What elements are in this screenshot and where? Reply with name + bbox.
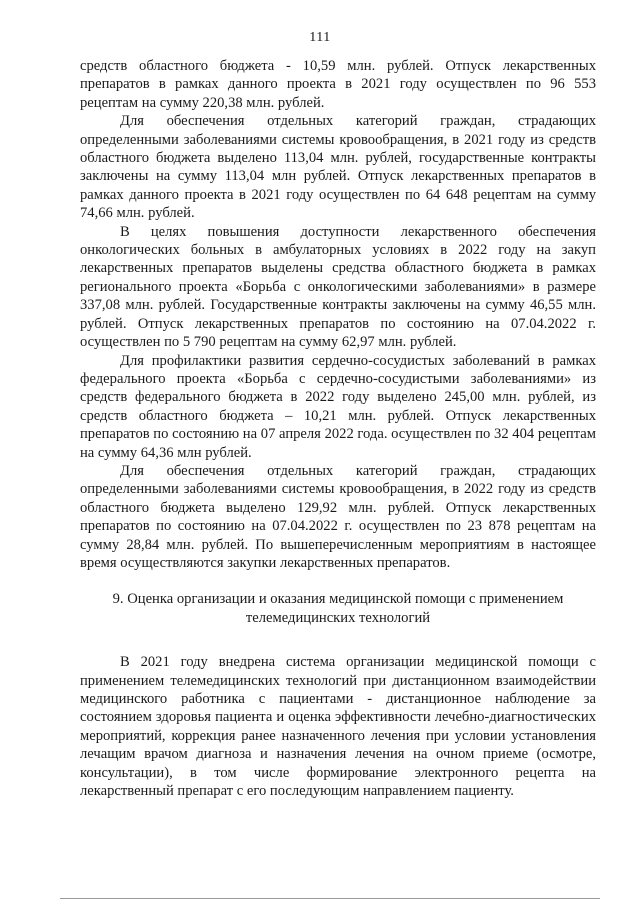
paragraph-telemedicine: В 2021 году внедрена система организации медицинской помощи с применением телемедицинских технологий при дистанционном взаимодействии медицинского работника с пациентами - дистанционное наблюдение за состоянием здоровья пациента и оценка эффективности лечебно-диагностических мероприятий, коррекция ранее назначенного лечения при условии установления лечащим врачом диагноза и назначения лечения на очном приеме (осмотре, консультации), в том числе формирование электронного рецепта на лекарственный препарат с его последующим направлением пациенту. — [80, 654, 596, 800]
paragraph-circulatory-2021: Для обеспечения отдельных категорий граждан, страдающих определенными заболеваниями системы кровообращения, в 2021 году из средств областного бюджета выделено 113,04 млн. рублей, государственные контракты заключены на сумму 113,04 млн рублей. Отпуск лекарственных препаратов в рамках данного проекта в 2021 году осуществлен по 64 648 рецептам на сумму 74,66 млн. рублей. — [80, 113, 596, 222]
paragraph-continuation: средств областного бюджета - 10,59 млн. рублей. Отпуск лекарственных препаратов в рамках данного проекта в 2021 году осуществлен по 96 553 рецептам на сумму 220,38 млн. рублей. — [80, 58, 596, 111]
page-bottom-rule — [60, 898, 600, 899]
paragraph-cardiovascular-2022: Для профилактики развития сердечно-сосудистых заболеваний в рамках федерального проекта «Борьба с сердечно-сосудистыми заболеваниями» из средств федерального бюджета в 2022 году выделено 245,00 млн. рублей, из средств областного бюджета – 10,21 млн. рублей. Отпуск лекарственных препаратов по состоянию на 07 апреля 2022 года. осуществлен по 32 404 рецептам на сумму 64,36 млн рублей. — [80, 352, 596, 461]
paragraph-oncology-2022: В целях повышения доступности лекарственного обеспечения онкологических больных в амбулаторных условиях в 2022 году на закуп лекарственных препаратов выделены средства областного бюджета в рамках регионального проекта «Борьба с онкологическими заболеваниями» в размере 337,08 млн. рублей. Государственные контракты заключены на сумму 46,55 млн. рублей. Отпуск лекарственных препаратов по состоянию на 07.04.2022 г. осуществлен по 5 790 рецептам на сумму 62,97 млн. рублей. — [80, 223, 596, 351]
document-body — [80, 57, 596, 800]
section-heading: 9. Оценка организации и оказания медицинской помощи с применением телемедицинских технологий — [112, 591, 564, 626]
paragraph-circulatory-2022: Для обеспечения отдельных категорий граждан, страдающих определенными заболеваниями системы кровообращения, в 2022 году из средств областного бюджета выделено 129,92 млн. рублей. Отпуск лекарственных препаратов по состоянию на 07.04.2022 г. осуществлен по 23 878 рецептам на сумму 28,84 млн. рублей. По вышеперечисленным мероприятиям в настоящее время осуществляются закупки лекарственных препаратов. — [80, 462, 596, 571]
page-number: 111 — [309, 30, 331, 45]
